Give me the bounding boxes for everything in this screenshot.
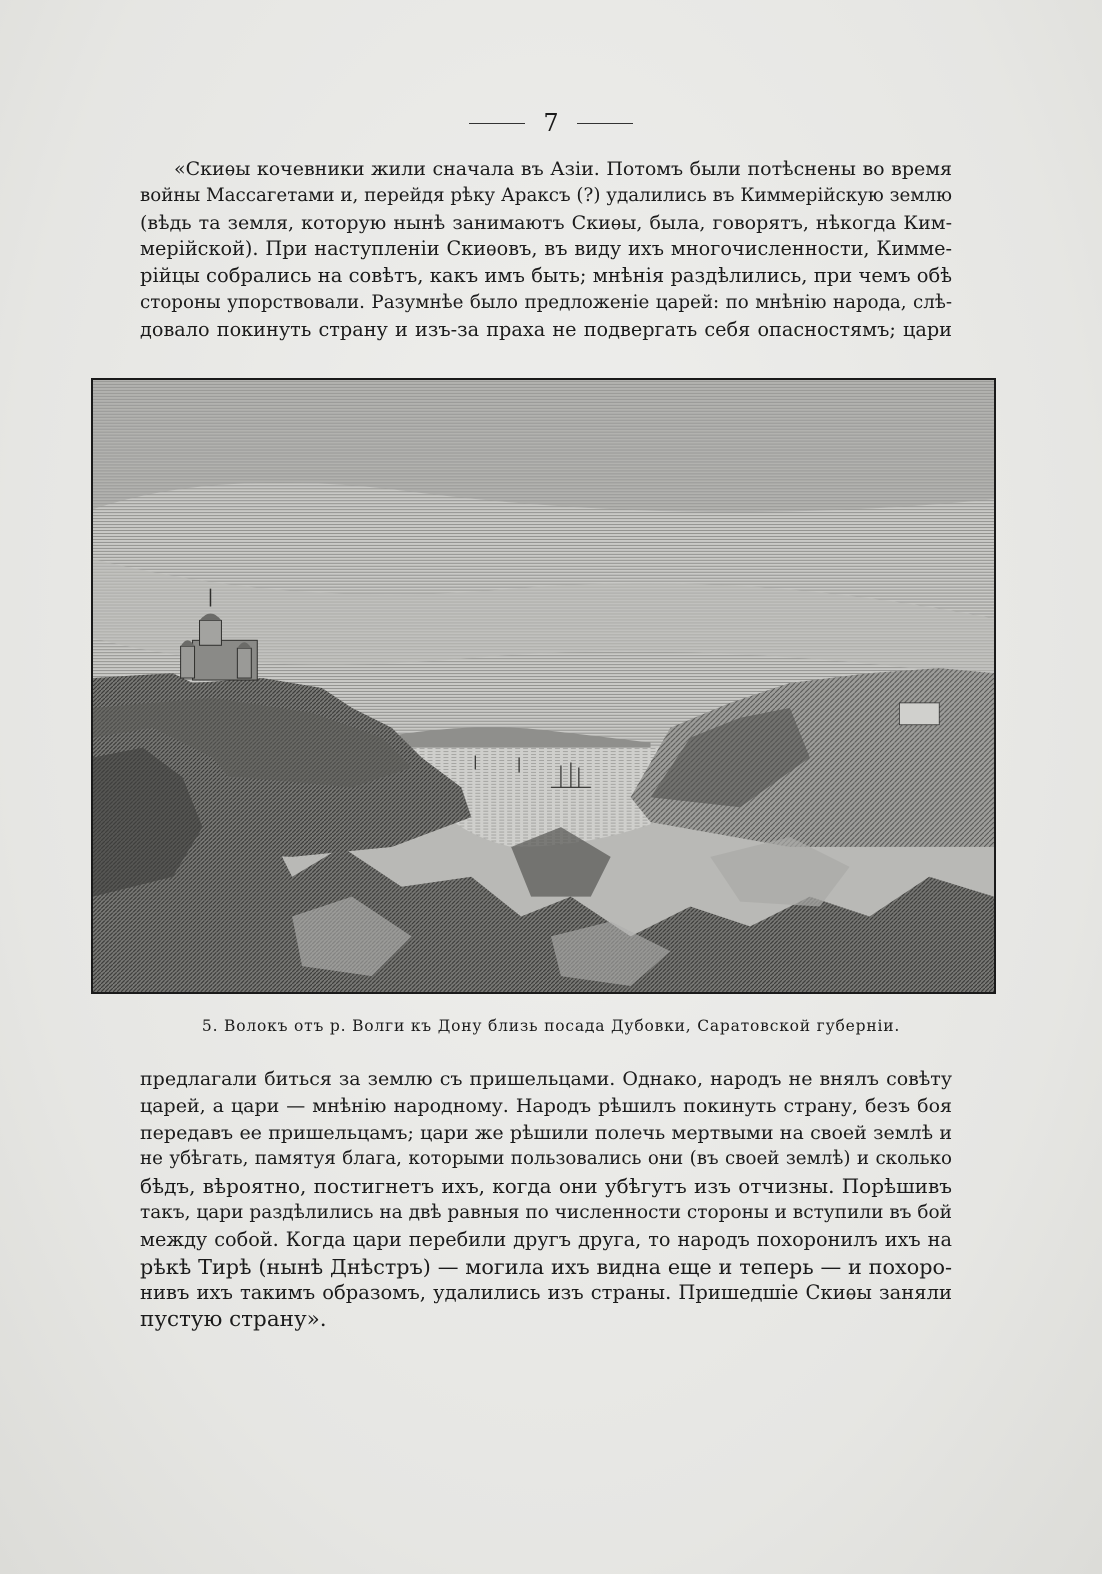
rock-highlight xyxy=(710,837,849,907)
text-line: мерійской). При наступленіи Скиѳовъ, въ виду ихъ многочисленности, Кимме- xyxy=(140,237,952,261)
text-line: между собой. Когда цари перебили другъ друга, то народъ похоронилъ ихъ на xyxy=(140,1227,952,1251)
text-line: пустую страну». xyxy=(140,1307,327,1333)
text-line: довало покинуть страну и изъ-за праха не подвергать себя опасностямъ; цари xyxy=(140,317,952,341)
header-rule-left xyxy=(469,123,525,124)
text-line: «Скиѳы кочевники жили сначала въ Азіи. Потомъ были потѣснены во время xyxy=(174,158,952,180)
right-church xyxy=(899,703,939,725)
text-line: царей, а цари — мнѣнію народному. Народъ рѣшилъ покинуть страну, безъ боя xyxy=(140,1094,952,1117)
text-line: войны Массагетами и, перейдя рѣку Араксъ (?) удалились въ Киммерійскую землю xyxy=(140,184,952,206)
figure-caption: 5. Волокъ отъ р. Волги къ Дону близь посада Дубовки, Саратовской губерніи. xyxy=(201,1017,901,1035)
text-line: нивъ ихъ такимъ образомъ, удалились изъ страны. Пришедшіе Скиѳы заняли xyxy=(140,1281,952,1305)
landscape-engraving xyxy=(93,380,994,992)
text-line: бѣдъ, вѣроятно, постигнетъ ихъ, когда они убѣгутъ изъ отчизны. Порѣшивъ xyxy=(140,1174,952,1199)
text-line: такъ, цари раздѣлились на двѣ равныя по численности стороны и вступили въ бой xyxy=(140,1201,952,1223)
text-line: рѣкѣ Тирѣ (нынѣ Днѣстръ) — могила ихъ видна еще и теперь — и похоро- xyxy=(140,1254,952,1279)
text-line: рійцы собрались на совѣтъ, какъ имъ быть; мнѣнія раздѣлились, при чемъ обѣ xyxy=(140,264,952,288)
text-line: (вѣдь та земля, которую нынѣ занимаютъ Скиѳы, была, говорятъ, нѣкогда Ким- xyxy=(140,211,952,234)
text-line: не убѣгать, памятуя блага, которыми пользовались они (въ своей землѣ) и сколько xyxy=(140,1148,952,1170)
text-line: предлагали биться за землю съ пришельцами. Однако, народъ не внялъ совѣту xyxy=(140,1068,952,1090)
text-line: передавъ ее пришельцамъ; цари же рѣшили полечь мертвыми на своей землѣ и xyxy=(140,1121,952,1144)
header-rule-right xyxy=(577,123,633,124)
page-header xyxy=(0,108,1102,138)
page-number: 7 xyxy=(543,109,559,137)
text-line: стороны упорствовали. Разумнѣе было предложеніе царей: по мнѣнію народа, слѣ- xyxy=(140,291,952,313)
engraving-illustration xyxy=(91,378,996,994)
paragraph-top xyxy=(140,156,952,344)
paragraph-bottom xyxy=(140,1066,952,1334)
